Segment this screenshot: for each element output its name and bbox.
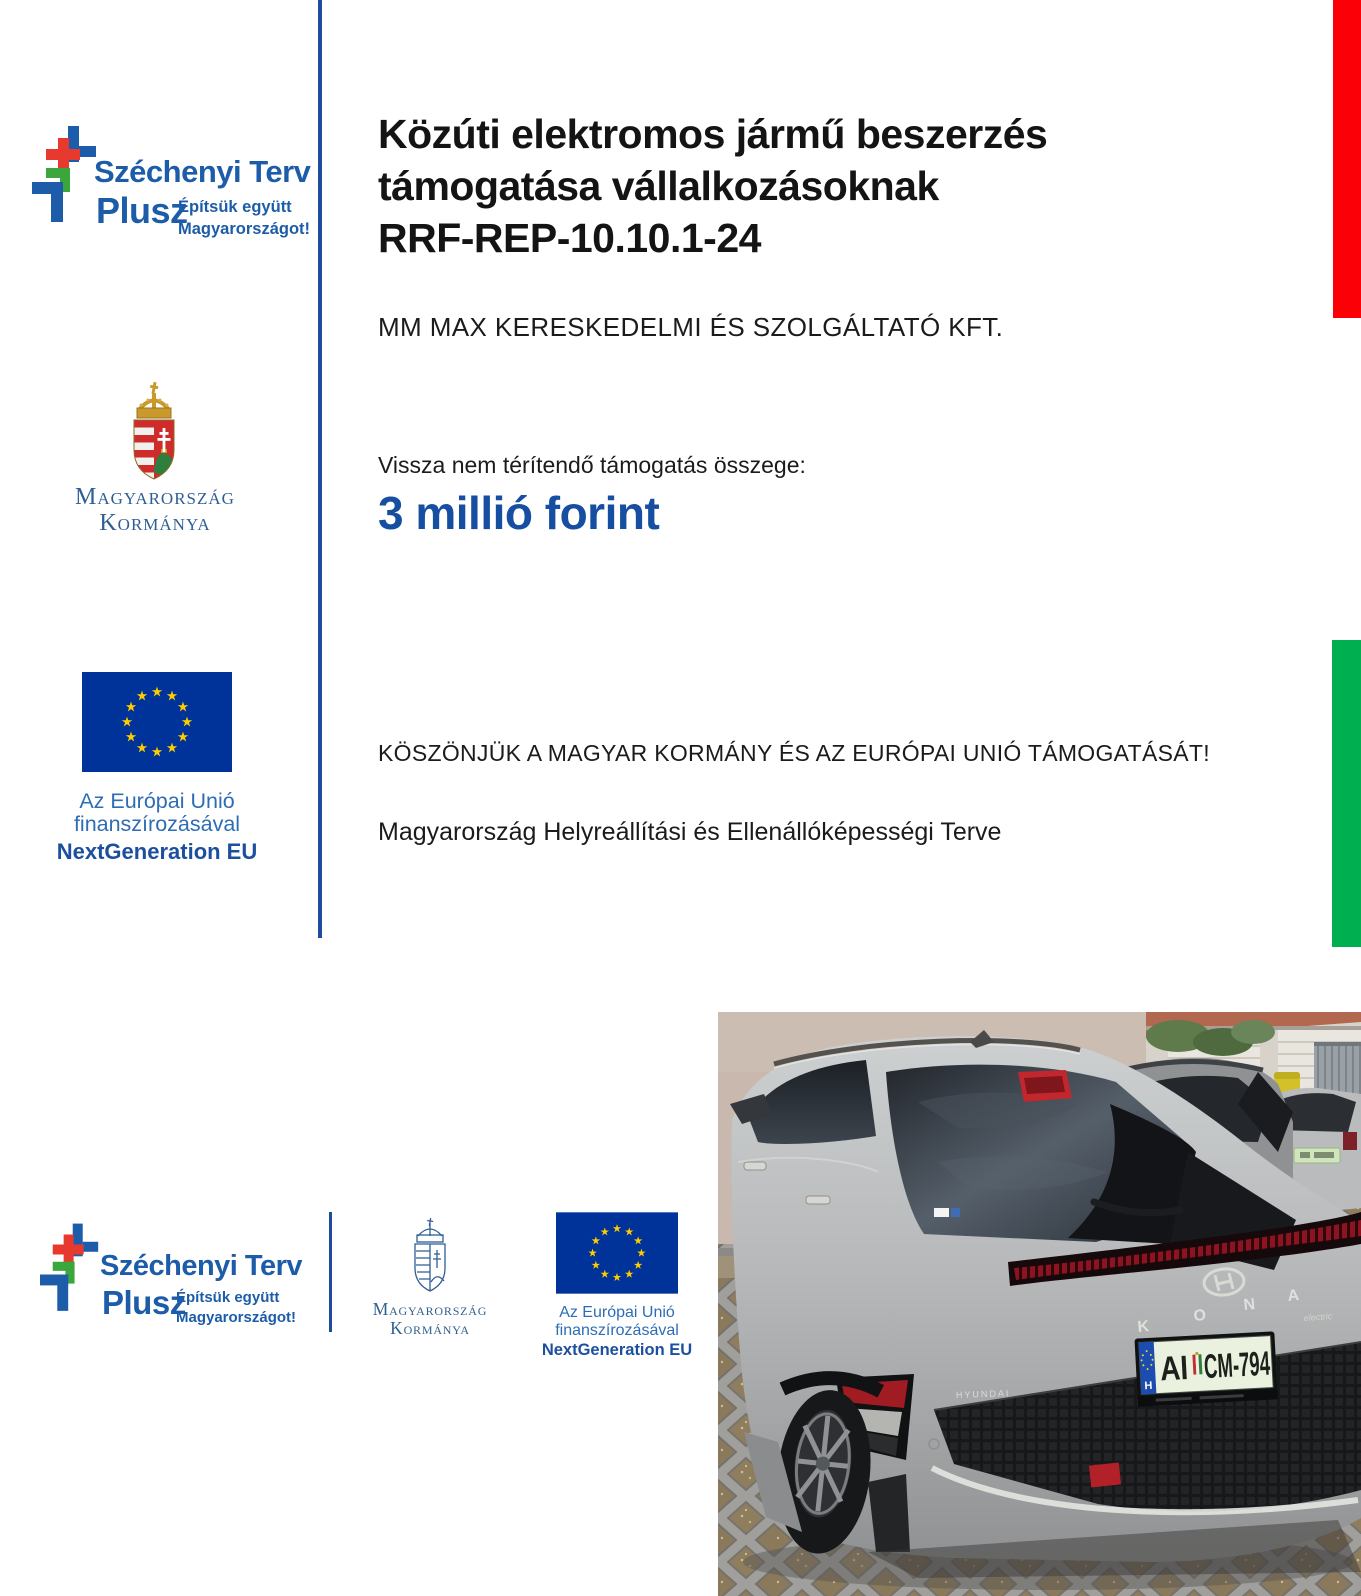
grant-amount-label: Vissza nem térítendő támogatás összege:: [378, 452, 806, 478]
szechenyi-bottom-title: Széchenyi Terv: [100, 1250, 303, 1282]
title-line1: Közúti elektromos jármű beszerzés: [378, 111, 1048, 157]
government-logo-text: [50, 484, 260, 536]
model-letter-a: A: [1286, 1287, 1300, 1305]
szechenyi-bottom-subtitle: Plusz: [102, 1284, 186, 1321]
grant-amount-value: 3 millió forint: [378, 487, 660, 539]
green-side-bar: [1332, 640, 1361, 947]
szechenyi-logo-title: Széchenyi Terv: [94, 154, 311, 189]
red-side-bar: [1333, 0, 1361, 318]
szechenyi-tagline-line2: Magyarországot!: [178, 220, 311, 238]
plate-crest-icon: [1192, 1352, 1202, 1375]
szechenyi-logo-icon-bottom: [40, 1218, 100, 1311]
plate-left: AI: [1159, 1348, 1196, 1389]
eu-flag-icon-bottom: [556, 1212, 678, 1294]
government-line2: Kormánya: [99, 510, 211, 536]
eu-funding-line2: finanszírozásával: [73, 812, 241, 836]
szechenyi-logo-subtitle: Plusz: [96, 190, 188, 231]
eu-funding-text: [47, 790, 267, 863]
government-bottom-line2: Kormánya: [390, 1318, 470, 1338]
model-letter-o: O: [1192, 1306, 1207, 1325]
license-plate: [1134, 1331, 1326, 1406]
car-photo: [718, 1012, 1361, 1596]
title-line3: RRF-REP-10.10.1-24: [378, 215, 761, 261]
beneficiary-name: MM MAX KERESKEDELMI ÉS SZOLGÁLTATÓ KFT.: [378, 312, 1004, 342]
top-vertical-divider: [318, 0, 322, 938]
eu-flag-icon: [82, 672, 232, 772]
plate-country: H: [1144, 1379, 1153, 1393]
szechenyi-bottom-tagline: [176, 1288, 296, 1328]
car-brand-badge: HYUNDAI: [955, 1388, 1011, 1400]
red-reflector: [1089, 1462, 1121, 1487]
model-letter-k: K: [1136, 1318, 1150, 1336]
title-line2: támogatása vállalkozásoknak: [378, 163, 939, 209]
eu-nextgeneration-label: NextGeneration EU: [56, 839, 258, 864]
eu-funding-text-bottom: [527, 1304, 707, 1360]
electric-badge: electric: [1303, 1311, 1333, 1323]
eu-bottom-line1: Az Európai Unió: [559, 1304, 675, 1321]
hungary-coat-of-arms-icon: [124, 376, 184, 482]
eu-bottom-nextgeneration-label: NextGeneration EU: [541, 1341, 693, 1359]
szechenyi-tagline-line1: Építsük együtt: [178, 198, 292, 216]
plate-right: CM-794: [1203, 1341, 1326, 1387]
government-line1: Magyarország: [75, 484, 235, 510]
page-title: [378, 108, 1047, 264]
government-bottom-line1: Magyarország: [372, 1299, 488, 1319]
hungary-coat-of-arms-outline-icon: [408, 1208, 452, 1296]
szechenyi-logo-icon: [32, 120, 98, 222]
model-letter-n: N: [1242, 1296, 1256, 1314]
szechenyi-bottom-tagline-line1: Építsük együtt: [176, 1289, 280, 1306]
eu-bottom-line2: finanszírozásával: [555, 1321, 679, 1339]
szechenyi-bottom-tagline-line2: Magyarországot!: [176, 1309, 297, 1326]
szechenyi-logo-tagline: [178, 196, 310, 240]
government-bottom-text: [345, 1300, 515, 1338]
thanks-line: KÖSZÖNJÜK A MAGYAR KORMÁNY ÉS AZ EURÓPAI UNIÓ TÁMOGATÁSÁT!: [378, 740, 1210, 766]
bottom-vertical-divider: [329, 1212, 332, 1332]
program-line: Magyarország Helyreállítási és Ellenállóképességi Terve: [378, 818, 1002, 846]
eu-funding-line1: Az Európai Unió: [79, 789, 235, 813]
